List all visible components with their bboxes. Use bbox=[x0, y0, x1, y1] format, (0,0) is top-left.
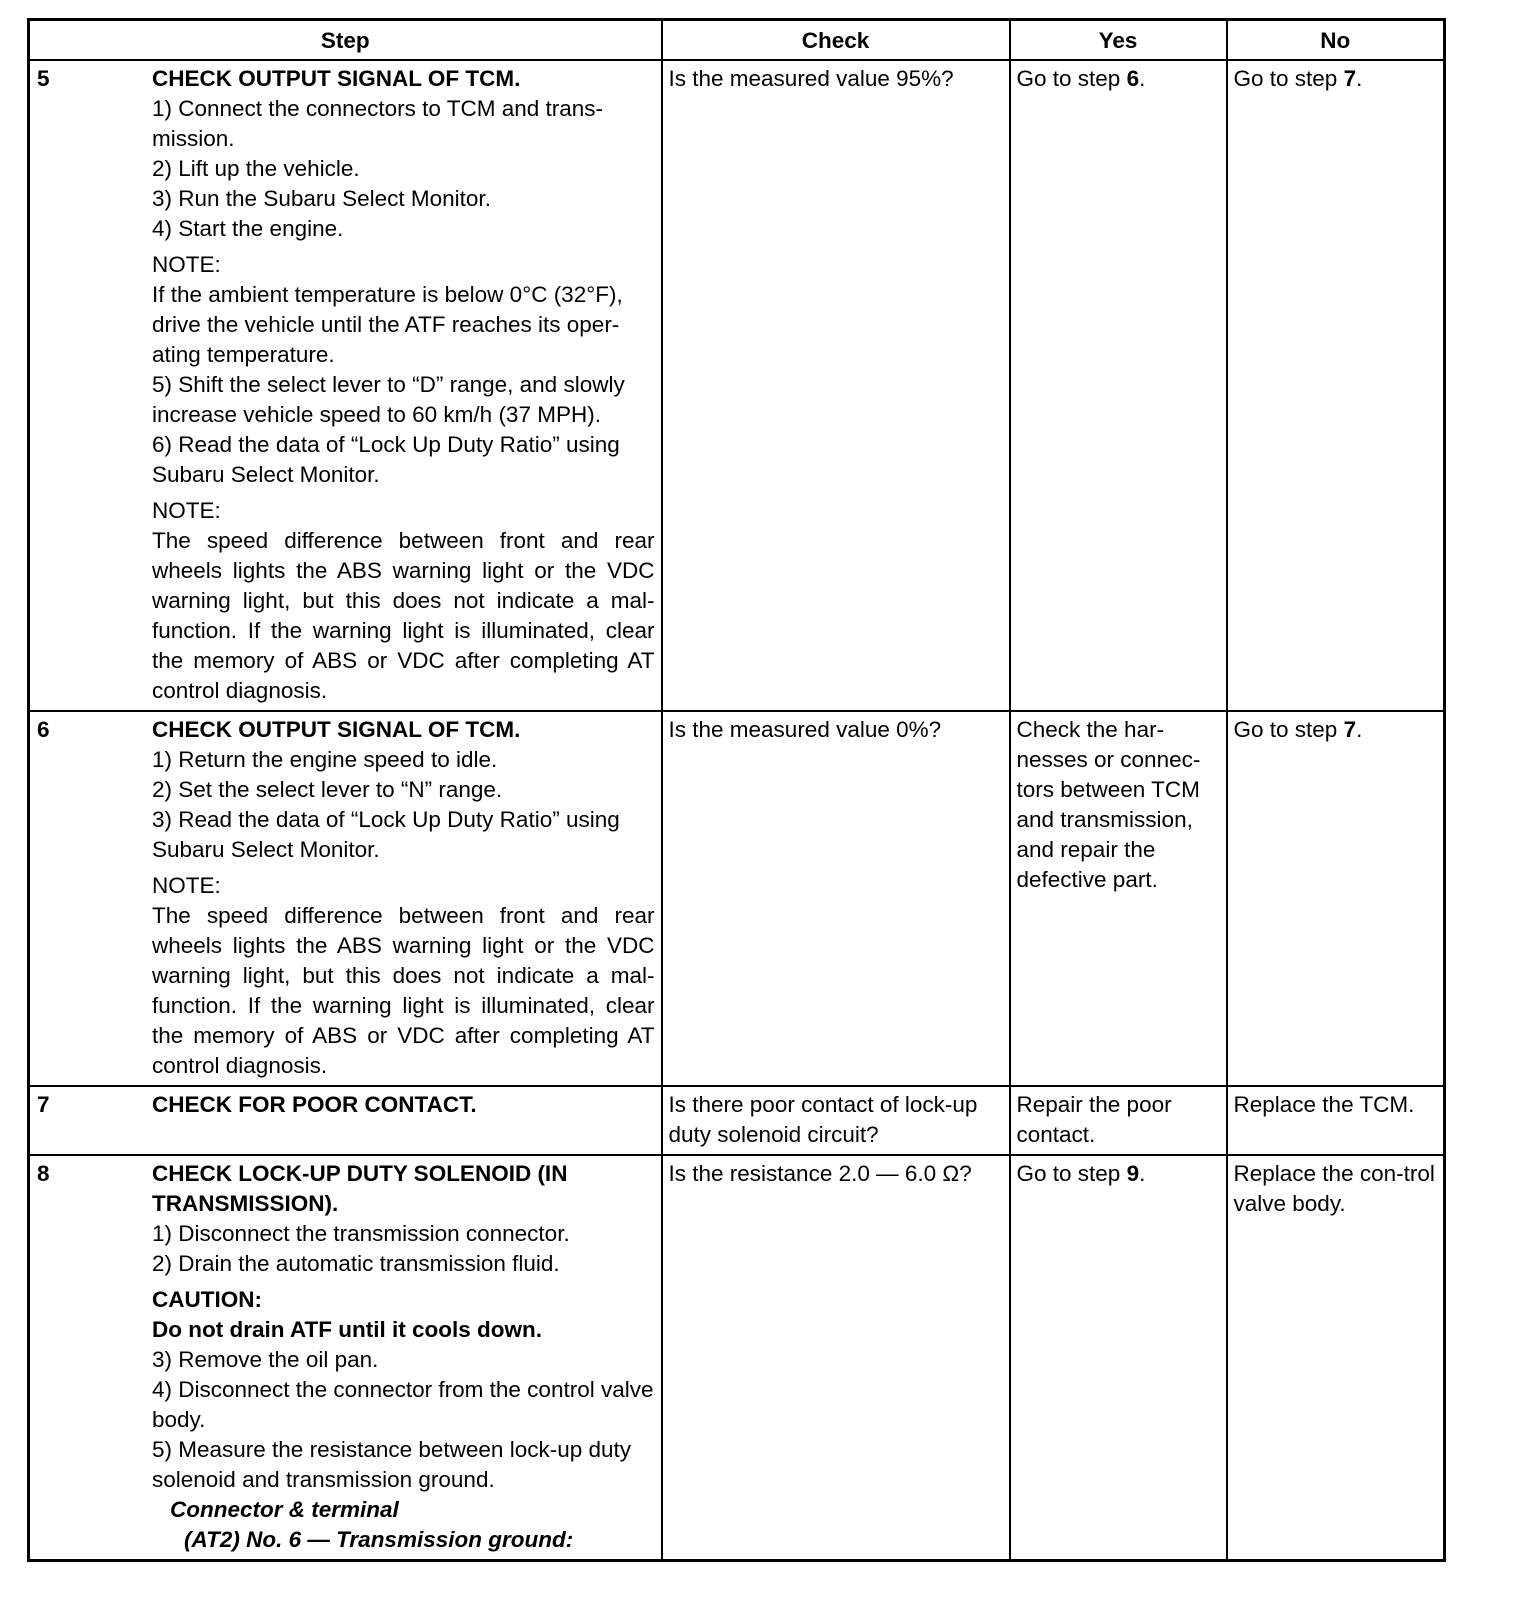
step-instruction: 3) Read the data of “Lock Up Duty Ratio” using Subaru Select Monitor. bbox=[152, 807, 620, 862]
note-label: NOTE: bbox=[152, 873, 221, 898]
step-cell bbox=[29, 1086, 662, 1155]
header-check: Check bbox=[662, 20, 1010, 61]
yes-text: Go to step bbox=[1016, 66, 1127, 91]
connector-terminal-label: Connector & terminal bbox=[170, 1497, 399, 1522]
table-row bbox=[29, 711, 1445, 1086]
step-instruction: 5) Measure the resistance between lock-up duty solenoid and transmission ground. bbox=[152, 1437, 632, 1492]
connector-terminal-value: (AT2) No. 6 — Transmission ground: bbox=[184, 1527, 574, 1552]
yes-cell bbox=[1010, 60, 1227, 711]
step-title: CHECK OUTPUT SIGNAL OF TCM. bbox=[152, 66, 521, 91]
diagnostic-table bbox=[27, 18, 1446, 1562]
step-cell bbox=[29, 1155, 662, 1561]
no-step-ref: 7 bbox=[1343, 66, 1357, 91]
table-row bbox=[29, 1086, 1445, 1155]
step-number: 7 bbox=[37, 1092, 50, 1117]
step-instruction: 1) Return the engine speed to idle. bbox=[152, 747, 498, 772]
step-instruction: 3) Remove the oil pan. bbox=[152, 1347, 379, 1372]
check-cell: Is the resistance 2.0 — 6.0 Ω? bbox=[662, 1155, 1010, 1561]
yes-cell: Check the har-nesses or connec-tors between TCM and transmission, and repair the defective part. bbox=[1010, 711, 1227, 1086]
step-number: 8 bbox=[37, 1161, 50, 1186]
step-instruction: 1) Disconnect the transmission connector. bbox=[152, 1221, 570, 1246]
header-yes: Yes bbox=[1010, 20, 1227, 61]
step-instruction: 4) Start the engine. bbox=[152, 216, 344, 241]
header-step: Step bbox=[29, 20, 662, 61]
check-cell: Is the measured value 0%? bbox=[662, 711, 1010, 1086]
no-text-end: . bbox=[1356, 717, 1363, 742]
no-cell: Replace the TCM. bbox=[1227, 1086, 1445, 1155]
step-title: CHECK LOCK-UP DUTY SOLENOID (IN TRANSMISSION). bbox=[152, 1161, 568, 1216]
no-cell bbox=[1227, 60, 1445, 711]
step-instruction: 5) Shift the select lever to “D” range, and slowly increase vehicle speed to 60 km/h (37 MPH). bbox=[152, 372, 625, 427]
note-label: NOTE: bbox=[152, 498, 221, 523]
step-instruction: 2) Lift up the vehicle. bbox=[152, 156, 360, 181]
step-title: CHECK FOR POOR CONTACT. bbox=[152, 1092, 477, 1117]
no-text: Go to step bbox=[1233, 66, 1344, 91]
step-number: 5 bbox=[37, 66, 50, 91]
step-instruction: 1) Connect the connectors to TCM and trans- bbox=[152, 96, 604, 121]
step-title: CHECK OUTPUT SIGNAL OF TCM. bbox=[152, 717, 521, 742]
no-text-end: . bbox=[1356, 66, 1363, 91]
step-cell bbox=[29, 60, 662, 711]
yes-step-ref: 6 bbox=[1126, 66, 1140, 91]
note-text: The speed difference between front and rear wheels lights the ABS warning light or the VDC warning light, but this does not indicate a mal-function. If the warning light is illuminated, clear the memory of ABS or VDC after completing AT control diagnosis. bbox=[152, 903, 655, 1078]
step-instruction: 2) Drain the automatic transmission fluid. bbox=[152, 1251, 560, 1276]
yes-text-end: . bbox=[1139, 66, 1146, 91]
yes-text: Go to step bbox=[1016, 1161, 1127, 1186]
header-no: No bbox=[1227, 20, 1445, 61]
step-number: 6 bbox=[37, 717, 50, 742]
step-instruction: 3) Run the Subaru Select Monitor. bbox=[152, 186, 491, 211]
header-row bbox=[29, 20, 1445, 61]
yes-text-end: . bbox=[1139, 1161, 1146, 1186]
yes-step-ref: 9 bbox=[1126, 1161, 1140, 1186]
yes-cell: Repair the poor contact. bbox=[1010, 1086, 1227, 1155]
no-cell bbox=[1227, 711, 1445, 1086]
yes-cell bbox=[1010, 1155, 1227, 1561]
note-label: NOTE: bbox=[152, 252, 221, 277]
step-instruction: mission. bbox=[152, 126, 235, 151]
no-step-ref: 7 bbox=[1343, 717, 1357, 742]
table-row bbox=[29, 1155, 1445, 1561]
check-cell: Is the measured value 95%? bbox=[662, 60, 1010, 711]
no-text: Go to step bbox=[1233, 717, 1344, 742]
caution-text: Do not drain ATF until it cools down. bbox=[152, 1317, 542, 1342]
table-row bbox=[29, 60, 1445, 711]
note-text: If the ambient temperature is below 0°C (32°F), drive the vehicle until the ATF reaches its oper-ating temperature. bbox=[152, 282, 623, 367]
caution-label: CAUTION: bbox=[152, 1287, 262, 1312]
step-instruction: 6) Read the data of “Lock Up Duty Ratio” using Subaru Select Monitor. bbox=[152, 432, 620, 487]
note-text: The speed difference between front and rear wheels lights the ABS warning light or the VDC warning light, but this does not indicate a mal-function. If the warning light is illuminated, clear the memory of ABS or VDC after completing AT control diagnosis. bbox=[152, 528, 655, 703]
step-instruction: 2) Set the select lever to “N” range. bbox=[152, 777, 503, 802]
no-cell: Replace the con-trol valve body. bbox=[1227, 1155, 1445, 1561]
step-instruction: 4) Disconnect the connector from the control valve body. bbox=[152, 1377, 654, 1432]
step-cell bbox=[29, 711, 662, 1086]
check-cell: Is there poor contact of lock-up duty solenoid circuit? bbox=[662, 1086, 1010, 1155]
